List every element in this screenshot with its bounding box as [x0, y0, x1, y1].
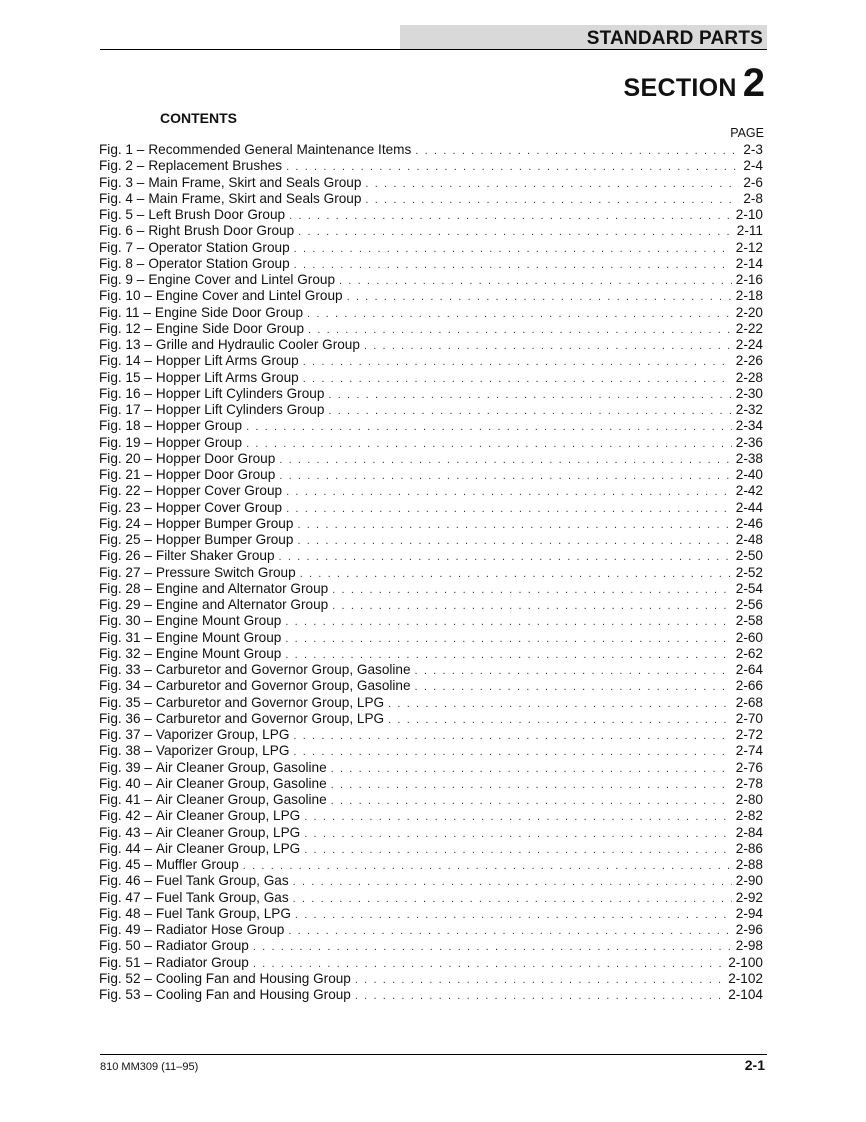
toc-entry-title: Engine Cover and Lintel Group — [148, 272, 335, 287]
toc-figure-number: Fig. 9 – — [99, 272, 145, 287]
toc-dot-leader — [365, 192, 739, 208]
toc-entry-title: Air Cleaner Group, Gasoline — [155, 759, 327, 775]
toc-page-number: 2-20 — [735, 304, 763, 320]
toc-entry — [99, 662, 763, 678]
section-number: 2 — [742, 61, 765, 105]
toc-dot-leader — [297, 517, 731, 533]
toc-entry-title: Engine Mount Group — [155, 645, 282, 661]
toc-entry-title: Hopper Bumper Group — [155, 532, 294, 547]
toc-page-number: 2-70 — [735, 710, 763, 726]
toc-entry-title: Hopper Bumper Group — [155, 515, 294, 531]
toc-dot-leader — [388, 696, 732, 712]
toc-page-number: 2-26 — [735, 353, 763, 369]
toc-figure-number: Fig. 17 – — [99, 402, 152, 417]
toc-figure-number: Fig. 15 – — [99, 369, 152, 385]
page-column-heading: PAGE — [730, 126, 764, 140]
toc-figure-number: Fig. 19 – — [99, 434, 152, 450]
toc-figure-number: Fig. 36 – — [99, 710, 152, 726]
toc-entry — [99, 743, 763, 759]
toc-dot-leader — [279, 452, 731, 468]
toc-page-number: 2-52 — [735, 564, 763, 580]
toc-dot-leader — [339, 273, 732, 289]
toc-entry — [99, 532, 763, 548]
toc-dot-leader — [246, 436, 732, 452]
section-title — [624, 63, 765, 103]
toc-page-number: 2-60 — [735, 629, 763, 645]
toc-figure-number: Fig. 2 – — [99, 158, 145, 174]
toc-dot-leader — [415, 679, 732, 695]
toc-dot-leader — [293, 728, 731, 744]
toc-dot-leader — [308, 322, 732, 338]
toc-entry — [99, 873, 763, 889]
toc-entry-title: Vaporizer Group, LPG — [155, 727, 290, 742]
toc-entry — [99, 808, 763, 824]
toc-figure-number: Fig. 25 – — [99, 532, 152, 547]
toc-entry-title: Air Cleaner Group, LPG — [155, 824, 301, 840]
toc-entry-title: Engine and Alternator Group — [155, 597, 329, 612]
toc-figure-number: Fig. 50 – — [99, 938, 152, 954]
table-of-contents — [99, 142, 763, 1003]
toc-entry-title: Engine Side Door Group — [155, 320, 305, 336]
toc-figure-number: Fig. 6 – — [99, 223, 145, 239]
toc-page-number: 2-72 — [735, 727, 763, 742]
toc-page-number: 2-28 — [735, 369, 763, 385]
toc-dot-leader — [293, 874, 732, 890]
toc-dot-leader — [253, 939, 732, 955]
toc-page-number: 2-98 — [735, 938, 763, 954]
header-title: STANDARD PARTS — [586, 28, 763, 49]
toc-figure-number: Fig. 12 – — [99, 320, 152, 336]
toc-figure-number: Fig. 46 – — [99, 873, 152, 889]
toc-dot-leader — [332, 582, 732, 598]
toc-figure-number: Fig. 3 – — [99, 174, 145, 190]
toc-dot-leader — [286, 484, 732, 500]
toc-entry-title: Hopper Lift Arms Group — [155, 353, 299, 369]
toc-dot-leader — [295, 907, 732, 923]
toc-entry — [99, 906, 763, 922]
toc-dot-leader — [286, 159, 739, 175]
toc-dot-leader — [307, 306, 732, 322]
toc-entry-title: Radiator Group — [155, 954, 249, 970]
footer-doc-code: 810 MM309 (11–95) — [100, 1061, 199, 1073]
toc-dot-leader — [285, 631, 731, 647]
toc-entry-title: Fuel Tank Group, LPG — [155, 905, 291, 921]
contents-heading: CONTENTS — [160, 110, 237, 126]
toc-dot-leader — [300, 566, 732, 582]
toc-entry-title: Hopper Lift Cylinders Group — [155, 385, 325, 401]
toc-dot-leader — [364, 338, 732, 354]
toc-page-number: 2-32 — [735, 402, 763, 417]
toc-entry — [99, 402, 763, 418]
toc-page-number: 2-86 — [735, 840, 763, 856]
toc-dot-leader — [328, 387, 731, 403]
toc-figure-number: Fig. 51 – — [99, 954, 152, 970]
toc-page-number: 2-40 — [735, 467, 763, 482]
toc-entry-title: Engine Mount Group — [155, 613, 282, 629]
toc-figure-number: Fig. 39 – — [99, 759, 152, 775]
toc-dot-leader — [294, 257, 732, 273]
toc-figure-number: Fig. 40 – — [99, 775, 152, 791]
footer-page-number: 2-1 — [744, 1057, 765, 1073]
toc-dot-leader — [388, 712, 732, 728]
toc-dot-leader — [331, 761, 732, 777]
footer-rule — [100, 1054, 767, 1055]
toc-dot-leader — [332, 598, 732, 614]
toc-dot-leader — [415, 143, 739, 159]
toc-entry — [99, 548, 763, 564]
toc-entry — [99, 175, 763, 191]
toc-entry-title: Pressure Switch Group — [155, 564, 296, 580]
toc-dot-leader — [298, 224, 733, 240]
toc-figure-number: Fig. 18 – — [99, 418, 152, 434]
toc-page-number: 2-14 — [735, 255, 763, 271]
toc-entry — [99, 841, 763, 857]
toc-page-number: 2-66 — [735, 678, 763, 694]
toc-entry-title: Engine and Alternator Group — [155, 580, 329, 596]
toc-entry-title: Main Frame, Skirt and Seals Group — [148, 190, 362, 206]
section-word: SECTION — [623, 74, 737, 102]
toc-entry-title: Engine Mount Group — [155, 629, 282, 645]
toc-page-number: 2-96 — [735, 922, 763, 937]
toc-entry — [99, 938, 763, 954]
toc-entry — [99, 142, 763, 158]
toc-entry-title: Recommended General Maintenance Items — [148, 142, 412, 157]
toc-entry-title: Hopper Cover Group — [155, 499, 283, 515]
toc-page-number: 2-8 — [743, 190, 763, 206]
toc-entry — [99, 467, 763, 483]
toc-entry — [99, 695, 763, 711]
toc-dot-leader — [304, 842, 732, 858]
toc-page-number: 2-16 — [735, 272, 763, 287]
toc-dot-leader — [297, 533, 731, 549]
toc-page-number: 2-92 — [735, 889, 763, 905]
toc-entry-title: Operator Station Group — [148, 239, 290, 255]
toc-figure-number: Fig. 48 – — [99, 905, 152, 921]
toc-dot-leader — [365, 176, 739, 192]
toc-entry — [99, 451, 763, 467]
toc-entry — [99, 288, 763, 304]
toc-entry-title: Hopper Group — [155, 418, 243, 434]
toc-page-number: 2-30 — [735, 385, 763, 401]
toc-entry-title: Hopper Lift Cylinders Group — [155, 402, 325, 417]
toc-entry-title: Air Cleaner Group, Gasoline — [155, 775, 327, 791]
toc-entry — [99, 500, 763, 516]
toc-dot-leader — [279, 468, 731, 484]
toc-entry-title: Vaporizer Group, LPG — [155, 743, 290, 759]
toc-entry-title: Replacement Brushes — [148, 158, 283, 174]
toc-entry — [99, 272, 763, 288]
toc-dot-leader — [303, 371, 732, 387]
toc-figure-number: Fig. 20 – — [99, 450, 152, 466]
toc-entry — [99, 321, 763, 337]
toc-entry-title: Cooling Fan and Housing Group — [155, 970, 351, 986]
toc-dot-leader — [279, 549, 732, 565]
toc-entry-title: Radiator Group — [155, 938, 249, 954]
toc-entry — [99, 581, 763, 597]
toc-entry — [99, 646, 763, 662]
toc-figure-number: Fig. 8 – — [99, 255, 145, 271]
toc-entry-title: Carburetor and Governor Group, LPG — [155, 694, 385, 710]
toc-figure-number: Fig. 11 – — [99, 304, 151, 320]
toc-page-number: 2-36 — [735, 434, 763, 450]
toc-dot-leader — [331, 793, 732, 809]
toc-entry — [99, 158, 763, 174]
toc-entry-title: Fuel Tank Group, Gas — [155, 889, 289, 905]
toc-figure-number: Fig. 44 – — [99, 840, 152, 856]
toc-entry-title: Carburetor and Governor Group, LPG — [155, 710, 385, 726]
toc-entry — [99, 760, 763, 776]
toc-figure-number: Fig. 27 – — [99, 564, 152, 580]
toc-page-number: 2-3 — [743, 142, 763, 157]
toc-entry-title: Air Cleaner Group, LPG — [155, 840, 301, 856]
toc-figure-number: Fig. 16 – — [99, 385, 152, 401]
toc-page-number: 2-34 — [735, 418, 763, 434]
toc-entry-title: Muffler Group — [155, 857, 239, 872]
toc-figure-number: Fig. 24 – — [99, 515, 152, 531]
toc-entry — [99, 825, 763, 841]
toc-dot-leader — [355, 972, 724, 988]
toc-dot-leader — [328, 403, 731, 419]
toc-entry-title: Carburetor and Governor Group, Gasoline — [155, 662, 411, 677]
toc-dot-leader — [415, 663, 732, 679]
toc-entry — [99, 857, 763, 873]
toc-entry-title: Fuel Tank Group, Gas — [155, 873, 289, 889]
toc-figure-number: Fig. 7 – — [99, 239, 145, 255]
toc-figure-number: Fig. 35 – — [99, 694, 152, 710]
toc-page-number: 2-74 — [735, 743, 763, 759]
toc-entry — [99, 191, 763, 207]
toc-figure-number: Fig. 23 – — [99, 499, 152, 515]
toc-entry-title: Hopper Lift Arms Group — [155, 369, 299, 385]
toc-entry — [99, 223, 763, 239]
toc-page-number: 2-48 — [735, 532, 763, 547]
toc-page-number: 2-82 — [735, 808, 763, 824]
toc-dot-leader — [304, 826, 732, 842]
toc-figure-number: Fig. 47 – — [99, 889, 152, 905]
toc-entry — [99, 630, 763, 646]
toc-dot-leader — [294, 241, 732, 257]
toc-entry — [99, 240, 763, 256]
toc-page-number: 2-11 — [736, 223, 763, 239]
toc-figure-number: Fig. 31 – — [99, 629, 152, 645]
toc-page-number: 2-76 — [735, 759, 763, 775]
toc-page-number: 2-44 — [735, 499, 763, 515]
toc-dot-leader — [246, 419, 732, 435]
toc-entry — [99, 305, 763, 321]
toc-figure-number: Fig. 13 – — [99, 337, 152, 352]
toc-entry — [99, 483, 763, 499]
toc-page-number: 2-104 — [728, 987, 763, 1002]
toc-figure-number: Fig. 38 – — [99, 743, 152, 759]
toc-entry — [99, 890, 763, 906]
toc-entry — [99, 353, 763, 369]
toc-entry-title: Engine Side Door Group — [154, 304, 304, 320]
toc-dot-leader — [286, 501, 732, 517]
toc-page-number: 2-102 — [728, 970, 763, 986]
toc-dot-leader — [285, 647, 731, 663]
toc-page-number: 2-94 — [735, 905, 763, 921]
toc-page-number: 2-80 — [735, 792, 763, 807]
toc-entry-title: Main Frame, Skirt and Seals Group — [148, 174, 362, 190]
toc-dot-leader — [347, 289, 732, 305]
toc-entry-title: Right Brush Door Group — [148, 223, 295, 239]
toc-entry-title: Air Cleaner Group, LPG — [155, 808, 301, 824]
toc-page-number: 2-46 — [735, 515, 763, 531]
toc-figure-number: Fig. 41 – — [99, 792, 152, 807]
toc-entry — [99, 370, 763, 386]
toc-figure-number: Fig. 26 – — [99, 548, 152, 564]
toc-dot-leader — [293, 744, 731, 760]
toc-entry — [99, 435, 763, 451]
toc-page-number: 2-54 — [735, 580, 763, 596]
toc-entry-title: Grille and Hydraulic Cooler Group — [155, 337, 360, 352]
toc-page-number: 2-42 — [735, 483, 763, 499]
toc-figure-number: Fig. 29 – — [99, 597, 152, 612]
toc-entry — [99, 386, 763, 402]
toc-page-number: 2-6 — [743, 174, 763, 190]
toc-figure-number: Fig. 22 – — [99, 483, 152, 499]
toc-figure-number: Fig. 10 – — [99, 288, 152, 304]
toc-page-number: 2-56 — [735, 597, 763, 612]
toc-dot-leader — [303, 354, 732, 370]
toc-entry — [99, 256, 763, 272]
toc-page-number: 2-24 — [735, 337, 763, 352]
toc-figure-number: Fig. 14 – — [99, 353, 152, 369]
toc-figure-number: Fig. 5 – — [99, 207, 145, 222]
toc-page-number: 2-84 — [735, 824, 763, 840]
toc-figure-number: Fig. 1 – — [99, 142, 145, 157]
toc-entry — [99, 565, 763, 581]
toc-figure-number: Fig. 33 – — [99, 662, 152, 677]
toc-entry — [99, 678, 763, 694]
toc-dot-leader — [288, 923, 731, 939]
toc-entry — [99, 792, 763, 808]
toc-figure-number: Fig. 53 – — [99, 987, 152, 1002]
toc-entry-title: Hopper Door Group — [155, 467, 276, 482]
toc-entry — [99, 727, 763, 743]
toc-dot-leader — [253, 956, 724, 972]
toc-entry — [99, 922, 763, 938]
toc-dot-leader — [331, 777, 732, 793]
toc-figure-number: Fig. 42 – — [99, 808, 152, 824]
toc-page-number: 2-38 — [735, 450, 763, 466]
toc-entry — [99, 418, 763, 434]
toc-entry-title: Hopper Cover Group — [155, 483, 283, 499]
toc-page-number: 2-88 — [735, 857, 763, 872]
toc-entry-title: Radiator Hose Group — [155, 922, 285, 937]
toc-entry — [99, 597, 763, 613]
toc-page-number: 2-22 — [735, 320, 763, 336]
toc-figure-number: Fig. 45 – — [99, 857, 152, 872]
toc-dot-leader — [304, 809, 732, 825]
toc-entry-title: Cooling Fan and Housing Group — [155, 987, 351, 1002]
toc-page-number: 2-50 — [735, 548, 763, 564]
toc-entry — [99, 776, 763, 792]
toc-page-number: 2-78 — [735, 775, 763, 791]
toc-entry-title: Hopper Door Group — [155, 450, 276, 466]
toc-page-number: 2-100 — [728, 954, 763, 970]
toc-entry — [99, 711, 763, 727]
toc-entry — [99, 337, 763, 353]
toc-page-number: 2-18 — [735, 288, 763, 304]
toc-entry-title: Engine Cover and Lintel Group — [155, 288, 343, 304]
toc-figure-number: Fig. 52 – — [99, 970, 152, 986]
toc-page-number: 2-90 — [735, 873, 763, 889]
toc-figure-number: Fig. 37 – — [99, 727, 152, 742]
toc-page-number: 2-10 — [735, 207, 763, 222]
toc-page-number: 2-4 — [743, 158, 763, 174]
toc-dot-leader — [243, 858, 732, 874]
toc-figure-number: Fig. 34 – — [99, 678, 152, 694]
toc-page-number: 2-58 — [735, 613, 763, 629]
toc-page-number: 2-62 — [735, 645, 763, 661]
toc-figure-number: Fig. 30 – — [99, 613, 152, 629]
toc-entry — [99, 955, 763, 971]
toc-page-number: 2-68 — [735, 694, 763, 710]
toc-entry — [99, 516, 763, 532]
toc-entry — [99, 613, 763, 629]
toc-figure-number: Fig. 32 – — [99, 645, 152, 661]
toc-dot-leader — [289, 208, 732, 224]
toc-entry-title: Carburetor and Governor Group, Gasoline — [155, 678, 411, 694]
toc-entry-title: Air Cleaner Group, Gasoline — [155, 792, 327, 807]
toc-entry — [99, 207, 763, 223]
toc-figure-number: Fig. 28 – — [99, 580, 152, 596]
toc-dot-leader — [285, 614, 731, 630]
toc-page-number: 2-64 — [735, 662, 763, 677]
toc-figure-number: Fig. 4 – — [99, 190, 145, 206]
toc-page-number: 2-12 — [735, 239, 763, 255]
toc-entry — [99, 971, 763, 987]
toc-entry — [99, 987, 763, 1003]
toc-entry-title: Filter Shaker Group — [155, 548, 275, 564]
toc-entry-title: Hopper Group — [155, 434, 243, 450]
toc-figure-number: Fig. 43 – — [99, 824, 152, 840]
toc-figure-number: Fig. 49 – — [99, 922, 152, 937]
toc-entry-title: Operator Station Group — [148, 255, 290, 271]
toc-dot-leader — [355, 988, 724, 1004]
toc-dot-leader — [293, 891, 732, 907]
toc-entry-title: Left Brush Door Group — [148, 207, 286, 222]
toc-figure-number: Fig. 21 – — [99, 467, 152, 482]
